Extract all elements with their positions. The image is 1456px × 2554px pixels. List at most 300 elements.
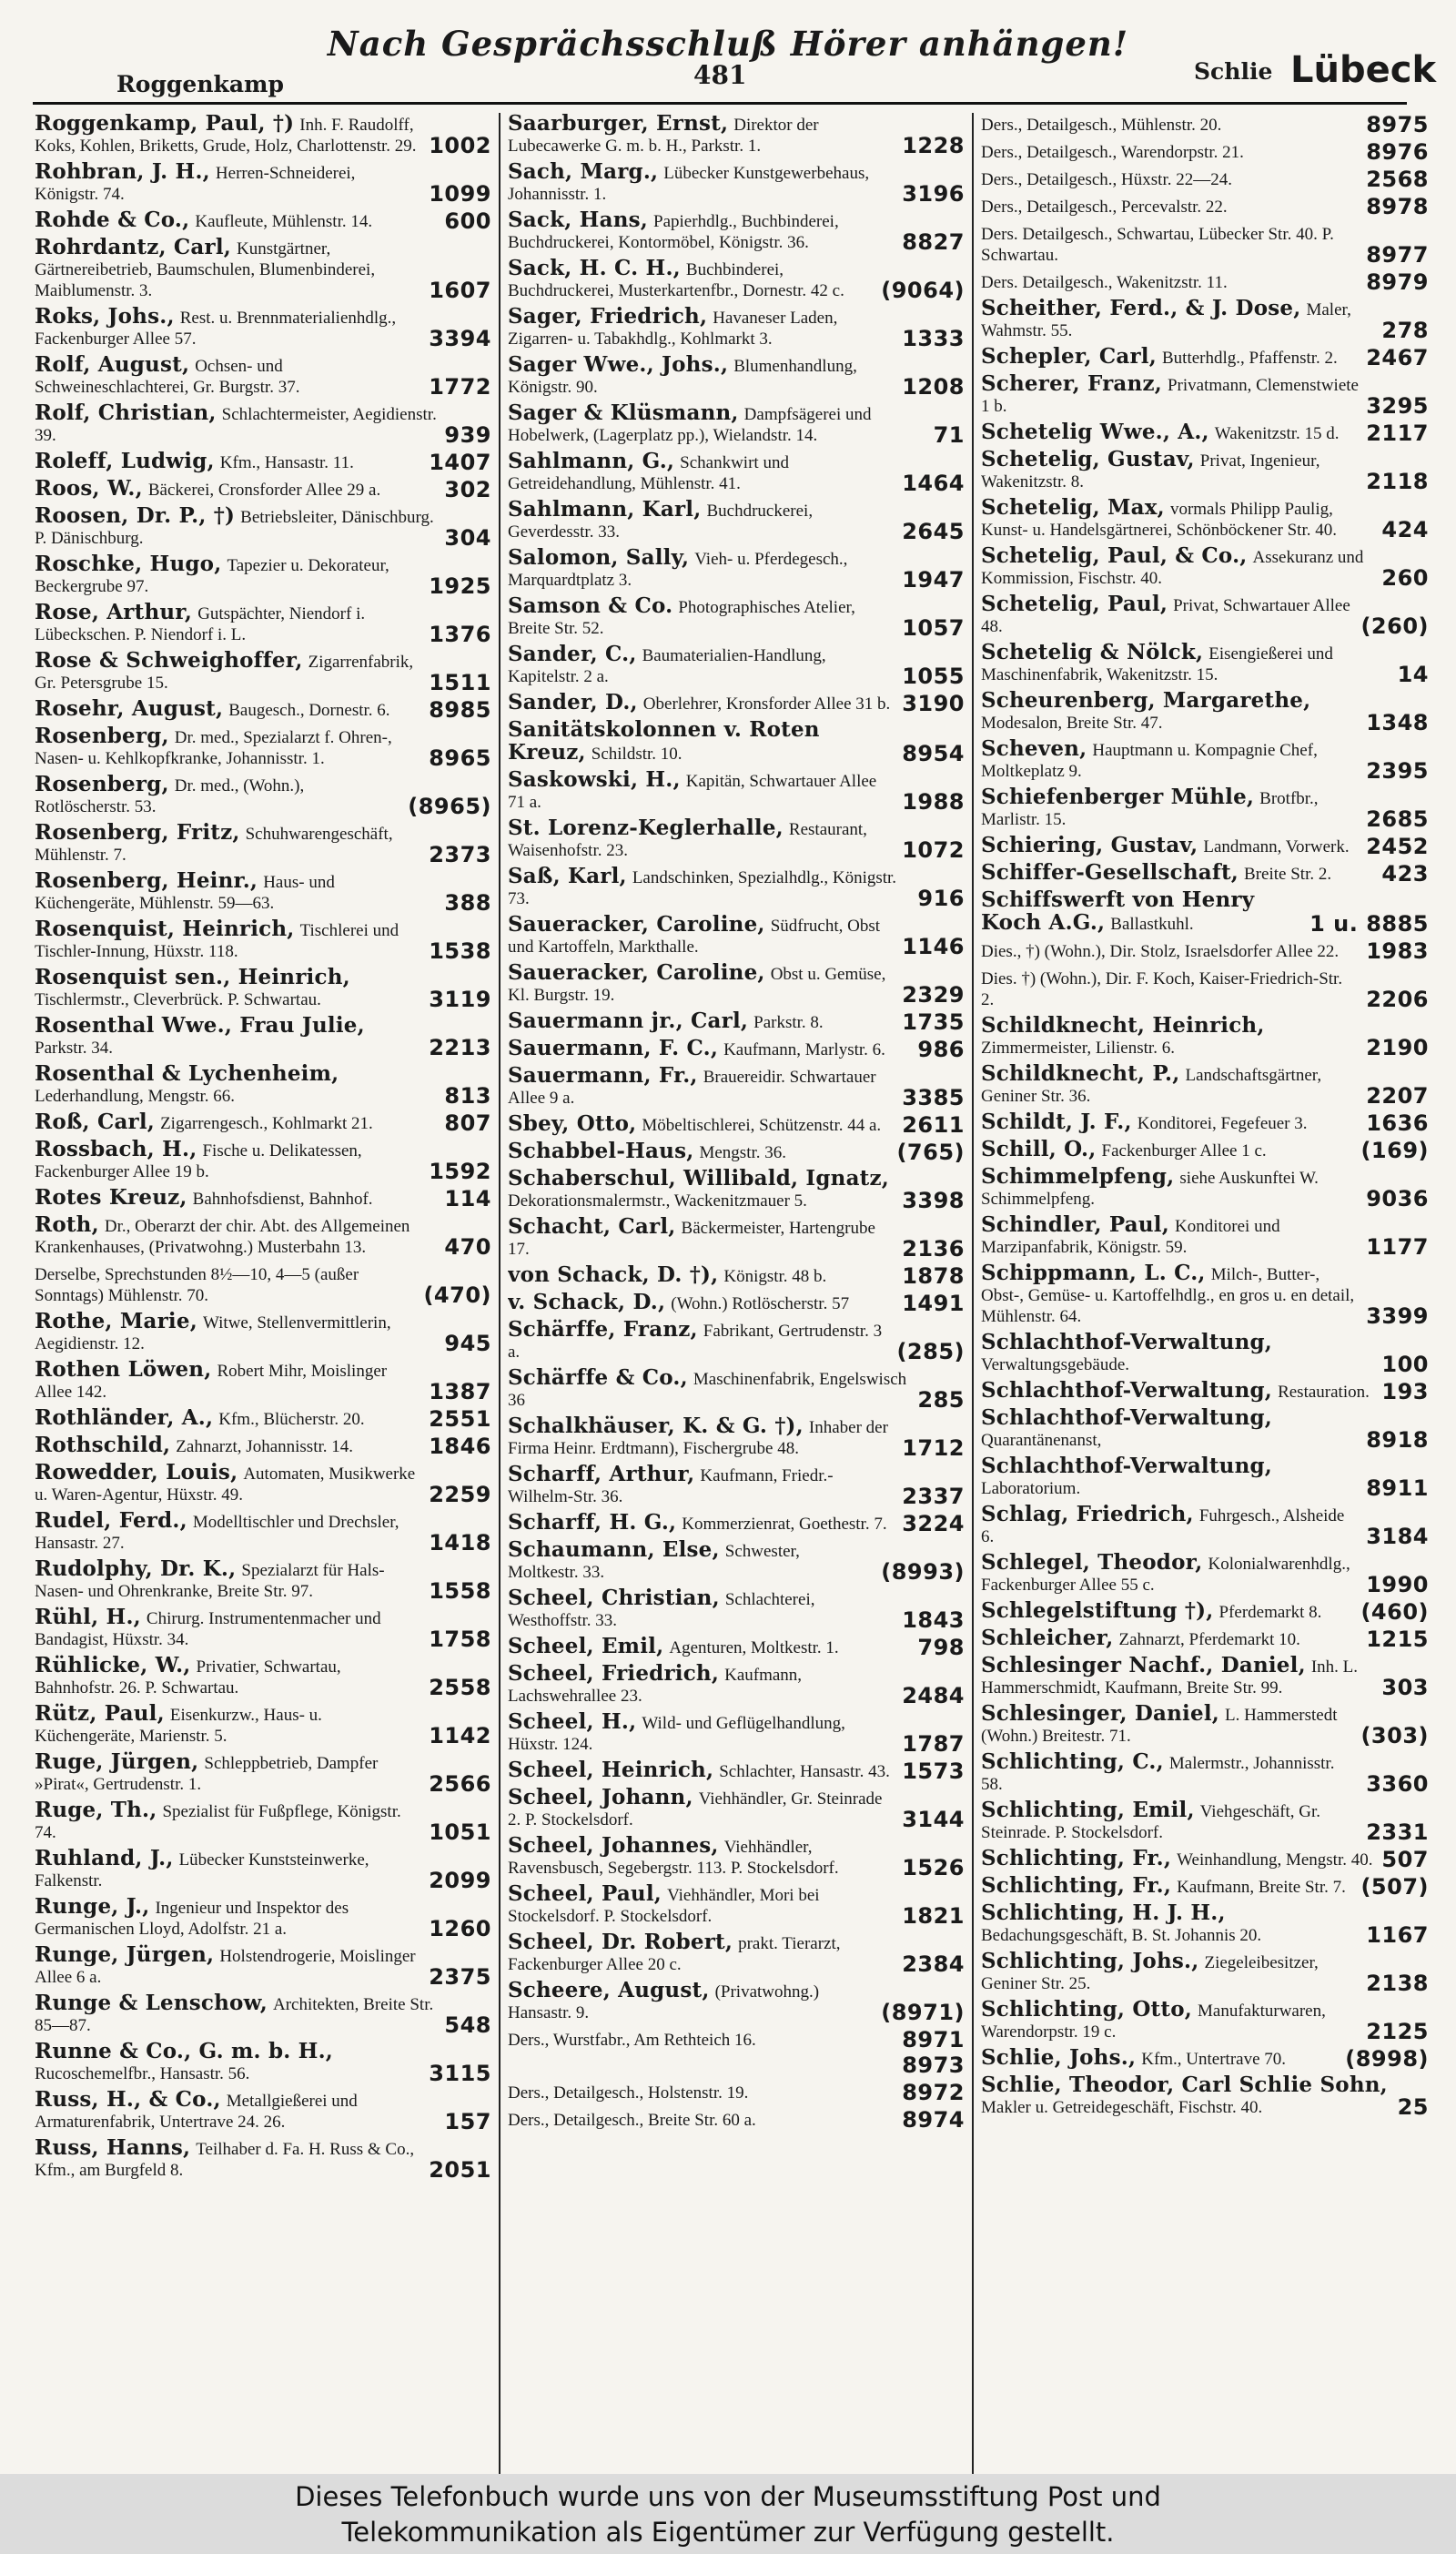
phone-number: 8971: [902, 2027, 965, 2052]
entry-name: Scheel, Friedrich,: [508, 1661, 720, 1686]
entry-description: Schleppbetrieb, Dampfer »Pirat«, Gertrudenstr. 1.: [35, 1754, 379, 1794]
directory-entry: [981, 1875, 1429, 1898]
entry-name: Runge, Jürgen,: [35, 1942, 215, 1967]
entry-name: Schiffswerft von Henry Koch A.G.,: [981, 887, 1255, 935]
phone-number: 2685: [1366, 806, 1429, 832]
entry-name: Scheel, Johann,: [508, 1785, 693, 1809]
directory-entry: [508, 1931, 965, 1975]
entry-name: Schlichting, Fr.,: [981, 1873, 1172, 1898]
entry-description: L. Hammerstedt (Wohn.) Breitestr. 71.: [981, 1706, 1338, 1746]
phone-number: 1990: [1366, 1572, 1429, 1597]
entry-description: Automaten, Musikwerke u. Waren-Agentur, Hüxstr. 49.: [35, 1464, 416, 1505]
entry-text: [35, 354, 421, 398]
entry-name: Schlichting, C.,: [981, 1749, 1164, 1774]
phone-number: 3119: [429, 987, 491, 1012]
phone-number: 2136: [902, 1236, 965, 1262]
entry-text: [981, 593, 1353, 637]
entry-name: Sauermann, F. C.,: [508, 1036, 719, 1060]
directory-entry: [508, 161, 965, 205]
phone-number: 548: [444, 2012, 491, 2038]
entry-description: Kfm., Blücherstr. 20.: [218, 1410, 365, 1429]
phone-number: 2051: [429, 2157, 491, 2183]
entry-text: [981, 1627, 1359, 1650]
entry-text: [981, 1902, 1359, 1946]
entry-text: [508, 817, 895, 861]
entry-name: v. Schack, D.,: [508, 1290, 666, 1314]
directory-entry: [508, 644, 965, 687]
phone-number: (303): [1360, 1723, 1429, 1748]
entry-description: Fabrikant, Gertrudenstr. 3 a.: [508, 1322, 883, 1362]
page-number: 481: [693, 60, 747, 90]
entry-description: Teilhaber d. Fa. H. Russ & Co., Kfm., am Burgfeld 8.: [35, 2140, 415, 2180]
phone-number: 1333: [902, 326, 965, 351]
entry-name: Rosenberg, Heinr.,: [35, 868, 258, 893]
entry-name: Scharff, Arthur,: [508, 1462, 695, 1486]
entry-text: [508, 1787, 895, 1830]
entry-description: Ders., Detailgesch., Mühlenstr. 20.: [981, 116, 1222, 135]
entry-description: Pferdemarkt 8.: [1218, 1603, 1322, 1622]
entry-name: Russ, H., & Co.,: [35, 2087, 221, 2112]
directory-entry: [35, 354, 491, 398]
directory-entry: [508, 258, 965, 301]
directory-entry: [35, 2089, 491, 2133]
entry-description: Dies., †) (Wohn.), Dir. Stolz, Israelsdorfer Allee 22.: [981, 942, 1340, 961]
directory-entry: [508, 692, 965, 715]
entry-name: Schetelig, Gustav,: [981, 447, 1195, 471]
phone-number: 1228: [902, 133, 965, 158]
phone-number: 1002: [429, 133, 491, 158]
phone-number: 1607: [429, 278, 491, 303]
phone-number: 285: [917, 1387, 965, 1413]
directory-entry: [508, 1292, 965, 1314]
phone-number: 1167: [1366, 1922, 1429, 1948]
entry-name: Schetelig & Nölck,: [981, 640, 1204, 664]
entry-name: Schlegelstiftung †),: [981, 1598, 1214, 1623]
directory-entry: [981, 593, 1429, 637]
entry-text: [508, 2081, 895, 2103]
entry-name: Schildknecht, Heinrich,: [981, 1013, 1265, 1038]
entry-description: Schildstr. 10.: [591, 745, 682, 764]
entry-name: Rothen Löwen,: [35, 1357, 212, 1382]
entry-description: Manufakturwaren, Warendorpstr. 19 c.: [981, 2002, 1326, 2042]
directory-entry: [981, 346, 1429, 369]
phone-number: (8965): [408, 794, 491, 819]
entry-name: Schildt, J. F.,: [981, 1110, 1132, 1134]
entry-name: Sager & Klüsmann,: [508, 400, 739, 425]
directory-entry: [981, 1703, 1429, 1747]
entry-text: [981, 1751, 1359, 1795]
entry-text: [35, 402, 437, 446]
entry-description: Metallgießerei und Armaturenfabrik, Untertrave 24. 26.: [35, 2092, 358, 2132]
directory-entry: [981, 113, 1429, 136]
entry-description: Schlachterei, Westhoffstr. 33.: [508, 1590, 815, 1630]
entry-name: Rütz, Paul,: [35, 1701, 165, 1726]
entry-description: Breite Str. 2.: [1244, 865, 1332, 884]
entry-name: St. Lorenz-Keglerhalle,: [508, 816, 784, 840]
directory-entry: [508, 1168, 965, 1211]
directory-entry: [508, 866, 965, 909]
directory-entry: [35, 1703, 491, 1747]
entry-name: Schiffer-Gesellschaft,: [981, 860, 1239, 885]
entry-text: [508, 1512, 895, 1535]
entry-text: [981, 1380, 1374, 1403]
entry-text: [981, 113, 1359, 136]
phone-number: 8978: [1366, 194, 1429, 219]
phone-number: 8985: [429, 697, 491, 723]
entry-description: Brauereidir. Schwartauer Allee 9 a.: [508, 1068, 876, 1108]
page-slogan: Nach Gesprächsschluß Hörer anhängen!: [327, 24, 1129, 64]
entry-name: Schlachthof-Verwaltung,: [981, 1405, 1273, 1430]
phone-number: 8965: [429, 745, 491, 771]
directory-entry: [35, 822, 491, 866]
entry-name: Schetelig, Paul,: [981, 592, 1168, 616]
entry-name: Schetelig Wwe., A.,: [981, 420, 1209, 444]
entry-text: [35, 1751, 421, 1795]
entry-description: Zigarrenfabrik, Gr. Petersgrube 15.: [35, 653, 414, 693]
directory-entry: [508, 209, 965, 253]
directory-entry: [981, 1380, 1429, 1403]
directory-entry: [981, 1951, 1429, 1994]
phone-number: 8974: [902, 2107, 965, 2133]
directory-entry: [508, 2052, 965, 2078]
entry-name: Rosehr, August,: [35, 696, 224, 721]
phone-number: 2337: [902, 1484, 965, 1509]
directory-entry: [981, 195, 1429, 218]
entry-description: Brotfbr., Marlistr. 15.: [981, 789, 1319, 829]
entry-name: Rowedder, Louis,: [35, 1460, 238, 1485]
entry-name: Schalkhäuser, K. & G. †),: [508, 1414, 804, 1438]
entry-name: Rosenthal Wwe., Frau Julie,: [35, 1013, 365, 1038]
directory-entry: [981, 1751, 1429, 1795]
directory-entry: [508, 1759, 965, 1782]
entry-text: [508, 1883, 895, 1927]
directory-entry: [981, 373, 1429, 417]
entry-text: [981, 1703, 1353, 1747]
entry-text: [508, 1216, 895, 1260]
directory-entry: [981, 1166, 1429, 1210]
entry-text: [981, 1504, 1359, 1547]
entry-description: Südfrucht, Obst und Kartoffeln, Markthalle.: [508, 917, 881, 957]
directory-entry: [981, 1627, 1429, 1650]
entry-description: Kolonialwarenhdlg., Fackenburger Allee 55 c.: [981, 1555, 1350, 1595]
entry-name: Scheurenberg, Margarethe,: [981, 688, 1311, 713]
entry-name: Scheel, H.,: [508, 1709, 637, 1734]
directory-entry: [981, 497, 1429, 541]
phone-number: 2118: [1366, 469, 1429, 494]
entry-description: Kommerzienrat, Goethestr. 7.: [682, 1515, 887, 1534]
phone-number: 1055: [902, 664, 965, 689]
directory-entry: [35, 1848, 491, 1891]
entry-text: [981, 1600, 1353, 1623]
directory-entry: [508, 1113, 965, 1136]
directory-entry: [508, 962, 965, 1006]
entry-text: [981, 862, 1374, 885]
directory-entry: [35, 451, 491, 473]
directory-entry: [508, 1636, 965, 1658]
entry-text: [35, 1359, 421, 1403]
entry-description: Dr., Oberarzt der chir. Abt. des Allgemeinen Krankenhauses, (Privatwohng.) Musterbahn 13.: [35, 1217, 410, 1257]
entry-text: [35, 725, 421, 769]
entry-text: [35, 1111, 437, 1134]
directory-entry: [35, 602, 491, 645]
phone-number: 304: [444, 525, 491, 551]
entry-text: [508, 451, 895, 494]
entry-name: Russ, Hanns,: [35, 2135, 191, 2160]
entry-name: Runge & Lenschow,: [35, 1991, 268, 2015]
entry-description: Ders., Wurstfabr., Am Rethteich 16.: [508, 2031, 756, 2050]
phone-number: (169): [1360, 1138, 1429, 1163]
directory-entry: [981, 545, 1429, 589]
entry-text: [35, 967, 421, 1010]
entry-text: [35, 870, 437, 914]
entry-description: Dies. †) (Wohn.), Dir. F. Koch, Kaiser-Friedrich-Str. 2.: [981, 969, 1343, 1009]
directory-entry: [35, 1111, 491, 1134]
entry-description: Architekten, Breite Str. 85—87.: [35, 1995, 434, 2035]
directory-entry: [508, 1367, 965, 1411]
directory-entry: [981, 1407, 1429, 1451]
entry-name: Sander, D.,: [508, 690, 638, 715]
entry-description: Mengstr. 36.: [699, 1143, 787, 1162]
directory-entry: [981, 1111, 1429, 1134]
entry-text: [981, 373, 1359, 417]
phone-number: 25: [1397, 2094, 1429, 2120]
phone-number: 8954: [902, 741, 965, 766]
directory-entry: [508, 1883, 965, 1927]
directory-entry: [35, 1214, 491, 1258]
entry-text: [35, 505, 437, 549]
entry-text: [35, 2089, 437, 2133]
entry-description: Kaufmann, Marlystr. 6.: [723, 1040, 885, 1059]
directory-entry: [508, 1065, 965, 1109]
entry-name: Schlichting, Johs.,: [981, 1949, 1199, 1973]
phone-number: 8972: [902, 2080, 965, 2105]
phone-number: 2259: [429, 1482, 491, 1507]
phone-number: 2329: [902, 982, 965, 1008]
entry-name: Scheel, Heinrich,: [508, 1758, 714, 1782]
entry-name: Rose, Arthur,: [35, 600, 193, 624]
entry-description: Bedachungsgeschäft, B. St. Johannis 20.: [981, 1926, 1262, 1945]
phone-number: 3394: [429, 326, 491, 351]
entry-description: Milch-, Butter-, Obst-, Gemüse- u. Kartoffelhdlg., en gros u. en detail, Mühlenstr. 64.: [981, 1265, 1355, 1326]
entry-name: Saueracker, Caroline,: [508, 960, 765, 985]
entry-description: Landmann, Vorwerk.: [1203, 837, 1350, 856]
phone-number: 1983: [1366, 938, 1429, 964]
phone-number: 1573: [902, 1758, 965, 1784]
phone-number: 9036: [1366, 1186, 1429, 1211]
phone-number: 423: [1381, 861, 1429, 887]
entry-name: Schlie, Johs.,: [981, 2045, 1137, 2070]
entry-text: [981, 1407, 1359, 1451]
phone-number: 1821: [902, 1903, 965, 1929]
directory-entry: [35, 2137, 491, 2181]
directory-entry: [508, 2108, 965, 2131]
entry-text: [981, 889, 1302, 935]
directory-entry: [508, 1464, 965, 1507]
entry-text: [981, 738, 1359, 782]
entry-description: Weinhandlung, Mengstr. 40.: [1177, 1850, 1373, 1870]
entry-description: Witwe, Stellenvermittlerin, Aegidienstr. 12.: [35, 1313, 391, 1353]
phone-number: 3398: [902, 1188, 965, 1213]
phone-number: 2117: [1366, 421, 1429, 446]
entry-name: Rose & Schweighoffer,: [35, 648, 303, 673]
entry-description: Zahnarzt, Johannisstr. 14.: [176, 1437, 354, 1456]
phone-number: (8993): [881, 1559, 965, 1585]
entry-description: Privatmann, Clemenstwiete 1 b.: [981, 376, 1359, 416]
directory-entry: [508, 1663, 965, 1707]
entry-name: Schill, O.,: [981, 1137, 1097, 1161]
entry-description: Vieh- u. Pferdegesch., Marquardtplatz 3.: [508, 550, 848, 590]
phone-number: 1925: [429, 573, 491, 599]
directory-entry: [35, 1944, 491, 1988]
directory-entry: [35, 1262, 491, 1306]
entry-description: Herren-Schneiderei, Königstr. 74.: [35, 164, 356, 204]
entry-description: Dekorationsmalermstr., Wackenitzmauer 5.: [508, 1191, 807, 1211]
entry-description: Robert Mihr, Moislinger Allee 142.: [35, 1362, 388, 1402]
entry-text: [35, 1848, 421, 1891]
directory-entry: [35, 1799, 491, 1843]
entry-description: Blumenhandlung, Königstr. 90.: [508, 357, 857, 397]
entry-name: Rosenberg,: [35, 724, 169, 748]
phone-number: 470: [444, 1234, 491, 1260]
directory-entry: [508, 1787, 965, 1830]
entry-description: Ders. Detailgesch., Wakenitzstr. 11.: [981, 273, 1228, 292]
directory-entry: [35, 1751, 491, 1795]
entry-text: [981, 2047, 1338, 2070]
page-header: [0, 0, 1456, 107]
entry-description: Landschaftsgärtner, Geniner Str. 36.: [981, 1066, 1322, 1106]
entry-text: [35, 1703, 421, 1747]
directory-entry: [981, 862, 1429, 885]
entry-text: [981, 497, 1374, 541]
entry-name: Rothländer, A.,: [35, 1405, 214, 1430]
directory-entry: [35, 725, 491, 769]
entry-description: Eisengießerei und Maschinenfabrik, Wakenitzstr. 15.: [981, 644, 1333, 684]
phone-number: 1787: [902, 1731, 965, 1757]
phone-number: 8918: [1366, 1427, 1429, 1453]
entry-text: [508, 306, 895, 350]
phone-number: 303: [1381, 1675, 1429, 1700]
entry-description: Fackenburger Allee 1 c.: [1101, 1141, 1267, 1160]
directory-entry: [35, 2041, 491, 2084]
entry-name: Schippmann, L. C.,: [981, 1261, 1206, 1285]
directory-entry: [981, 1504, 1429, 1547]
entry-text: [508, 547, 895, 591]
entry-text: [981, 270, 1359, 293]
directory-entry: [508, 1319, 965, 1363]
entry-name: Rudel, Ferd.,: [35, 1508, 187, 1533]
directory-entry: [508, 1835, 965, 1879]
entry-description: Haus- und Küchengeräte, Mühlenstr. 59—63.: [35, 873, 335, 913]
entry-name: Sahlmann, Karl,: [508, 497, 702, 522]
directory-entry: [981, 1848, 1429, 1870]
entry-name: Ruhland, J.,: [35, 1846, 174, 1870]
entry-name: Rossbach, H.,: [35, 1137, 197, 1161]
entry-description: Spezialarzt für Hals-Nasen- und Ohrenkranke, Breite Str. 97.: [35, 1561, 385, 1601]
entry-text: [35, 451, 421, 473]
entry-description: Zimmermeister, Lilienstr. 6.: [981, 1039, 1175, 1058]
phone-number: 8827: [902, 229, 965, 255]
entry-text: [508, 1587, 895, 1631]
phone-number: 2125: [1366, 2019, 1429, 2044]
entry-text: [35, 1214, 437, 1258]
entry-text: [981, 1875, 1353, 1898]
entry-text: [508, 1539, 874, 1583]
entry-text: [35, 553, 421, 597]
entry-text: [981, 346, 1359, 369]
entry-description: Kaufmann, Lachswehrallee 23.: [508, 1666, 803, 1706]
entry-name: Scheel, Dr. Robert,: [508, 1930, 733, 1954]
entry-text: [35, 2041, 421, 2084]
phone-number: 1735: [902, 1009, 965, 1035]
entry-description: Buchdruckerei, Geverdesstr. 33.: [508, 502, 814, 542]
entry-name: Rudolphy, Dr. K.,: [35, 1556, 237, 1581]
entry-text: [508, 1931, 895, 1975]
phone-number: 2138: [1366, 1971, 1429, 1996]
entry-name: Sack, Hans,: [508, 208, 648, 232]
directory-entry: [35, 1462, 491, 1505]
entry-name: Schlachthof-Verwaltung,: [981, 1330, 1273, 1354]
phone-number: 1348: [1366, 710, 1429, 735]
phone-number: 1758: [429, 1627, 491, 1652]
entry-name: Roks, Johs.,: [35, 304, 175, 329]
directory-entry: [981, 1999, 1429, 2042]
entry-description: Makler u. Getreidegeschäft, Fischstr. 40.: [981, 2098, 1263, 2117]
phone-number: 1491: [902, 1291, 965, 1316]
phone-number: 1712: [902, 1435, 965, 1461]
entry-name: Rosenberg,: [35, 772, 169, 796]
entry-text: [508, 769, 895, 813]
entry-description: siehe Auskunftei W. Schimmelpfeng.: [981, 1169, 1319, 1209]
phone-number: 2484: [902, 1683, 965, 1708]
entry-text: [508, 1010, 895, 1033]
entry-description: Gutspächter, Niendorf i. Lübeckschen. P. Niendorf i. L.: [35, 604, 366, 644]
directory-entry: [981, 1655, 1429, 1698]
entry-text: [35, 237, 421, 301]
entry-text: [508, 161, 895, 205]
entry-description: Tapezier u. Dekorateur, Beckergrube 97.: [35, 556, 389, 596]
entry-text: [35, 602, 421, 645]
entry-description: Baumaterialien-Handlung, Kapitelstr. 2 a.: [508, 646, 826, 686]
entry-text: [508, 1140, 889, 1163]
entry-text: [508, 692, 895, 715]
directory-entry: [981, 1455, 1429, 1499]
entry-text: [508, 1113, 895, 1136]
phone-number: 114: [444, 1186, 491, 1211]
entry-name: Rotes Kreuz,: [35, 1185, 187, 1210]
phone-number: 1846: [429, 1434, 491, 1459]
entry-description: Tischlerei und Tischler-Innung, Hüxstr. 118.: [35, 921, 399, 961]
entry-description: Inhaber der Firma Heinr. Erdtmann), Fischergrube 48.: [508, 1418, 888, 1458]
header-range-end: Schlie: [1194, 58, 1273, 85]
entry-name: Rohrdantz, Carl,: [35, 235, 231, 259]
entry-name: Schärffe, Franz,: [508, 1317, 698, 1342]
entry-name: Rosenquist sen., Heinrich,: [35, 965, 350, 989]
entry-text: [981, 2074, 1390, 2118]
entry-text: [981, 1214, 1359, 1258]
phone-number: 1177: [1366, 1234, 1429, 1260]
directory-entry: [35, 1063, 491, 1107]
entry-description: Rucoschemelfbr., Hansastr. 56.: [35, 2064, 250, 2083]
entry-description: Modelltischler und Drechsler, Hansastr. 27.: [35, 1513, 399, 1553]
entry-name: Sach, Marg.,: [508, 159, 659, 184]
entry-name: Schiering, Gustav,: [981, 833, 1198, 857]
directory-entry: [981, 1139, 1429, 1161]
entry-description: Privat, Schwartauer Allee 48.: [981, 596, 1350, 636]
entry-text: [508, 2028, 895, 2051]
entry-description: Wild- und Geflügelhandlung, Hüxstr. 124.: [508, 1714, 845, 1754]
phone-number: 1636: [1366, 1110, 1429, 1136]
phone-number: 1418: [429, 1530, 491, 1556]
